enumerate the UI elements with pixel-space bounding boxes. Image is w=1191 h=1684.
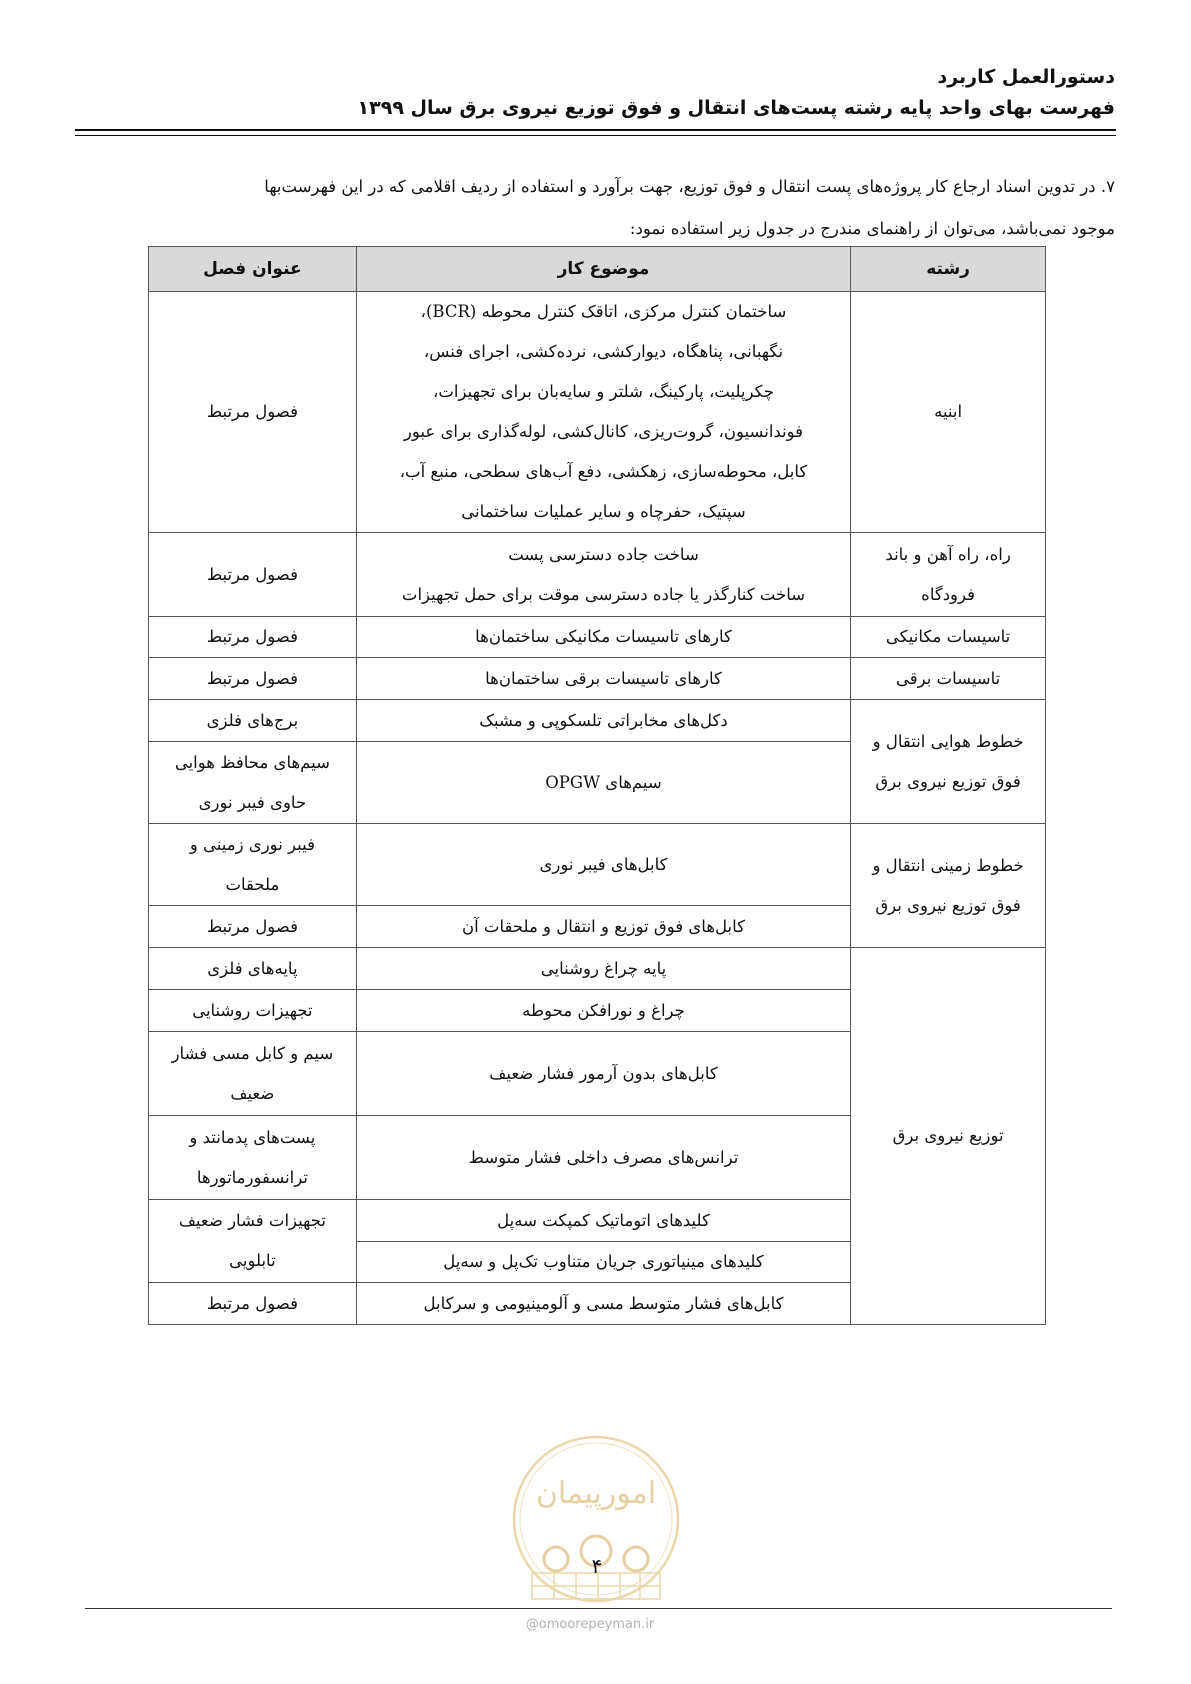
chapter-cell: فصول مرتبط	[149, 533, 357, 617]
table-row	[149, 292, 1046, 533]
header-subject: موضوع کار	[356, 247, 850, 292]
document-type: دستورالعمل کاربرد	[937, 66, 1115, 88]
footer-site-link[interactable]: @omoorepeyman.ir	[525, 1617, 655, 1632]
table-row	[149, 658, 1046, 700]
chapter-line: حاوی فیبر نوری	[198, 792, 307, 812]
chapter-line: پست‌های پدمانتد و	[189, 1127, 316, 1147]
chapter-cell: فصول مرتبط	[149, 617, 357, 658]
header-chapter: عنوان فصل	[149, 247, 357, 292]
field-cell	[851, 533, 1046, 617]
chapter-line: تجهیزات فشار ضعیف	[178, 1211, 326, 1230]
header-rule-thick	[75, 129, 1116, 131]
header-field: رشته	[851, 247, 1046, 292]
table-row	[149, 824, 1046, 906]
chapter-cell: برج‌های فلزی	[149, 700, 357, 742]
table-header-row	[149, 247, 1046, 292]
table-row	[149, 533, 1046, 617]
subject-cell: کابل‌های فشار متوسط مسی و آلومینیومی و سرکابل	[356, 1283, 850, 1325]
intro-line-1: ۷. در تدوین اسناد ارجاع کار پروژه‌های پست انتقال و فوق توزیع، جهت برآورد و استفاده از ردیف اقلامی که در این فهرست‌بها	[264, 177, 1115, 196]
chapter-line: سیم‌های محافظ هوایی	[174, 752, 330, 772]
subject-line: ساخت جاده دسترسی پست	[508, 544, 699, 564]
subject-cell: کابل‌های فیبر نوری	[356, 824, 850, 906]
table-row	[149, 948, 1046, 990]
subject-line: فوندانسیون، گروت‌ریزی، کانال‌کشی، لوله‌گذاری برای عبور	[403, 422, 804, 441]
field-line: فرودگاه	[921, 584, 976, 604]
chapter-line: ترانسفورماتورها	[196, 1167, 308, 1187]
field-cell	[851, 700, 1046, 824]
chapter-cell	[149, 1116, 357, 1200]
chapter-line: ضعیف	[230, 1083, 275, 1103]
subject-line: ساختمان کنترل مرکزی، اتاقک کنترل محوطه (BCR)،	[420, 302, 787, 321]
subject-line: ساخت کنارگذر یا جاده دسترسی موقت برای حمل تجهیزات	[401, 584, 806, 604]
document-title: فهرست بهای واحد پایه رشته پست‌های انتقال و فوق توزیع نیروی برق سال ۱۳۹۹	[357, 97, 1115, 119]
intro-paragraph	[75, 166, 1115, 250]
subject-cell: سیم‌های OPGW	[356, 742, 850, 824]
subject-cell: کابل‌های بدون آرمور فشار ضعیف	[356, 1032, 850, 1116]
chapter-cell	[149, 1200, 357, 1283]
chapter-line: ملحقات	[225, 874, 280, 894]
field-cell: تاسیسات برقی	[851, 658, 1046, 700]
chapter-cell: فصول مرتبط	[149, 658, 357, 700]
table-row	[149, 700, 1046, 742]
field-cell	[851, 824, 1046, 948]
chapter-line: سیم و کابل مسی فشار	[171, 1043, 334, 1063]
chapter-cell: فصول مرتبط	[149, 292, 357, 533]
page-number: ۴	[591, 1554, 603, 1578]
page-header	[75, 62, 1115, 124]
subject-line: چکرپلیت، پارکینگ، شلتر و سایه‌بان برای تجهیزات،	[433, 382, 774, 401]
subject-cell: چراغ و نورافکن محوطه	[356, 990, 850, 1032]
subject-cell: دکل‌های مخابراتی تلسکوپی و مشبک	[356, 700, 850, 742]
chapter-cell	[149, 824, 357, 906]
chapter-cell	[149, 742, 357, 824]
table-row	[149, 617, 1046, 658]
subject-cell: پایه چراغ روشنایی	[356, 948, 850, 990]
chapter-cell: فصول مرتبط	[149, 906, 357, 948]
chapter-cell: پایه‌های فلزی	[149, 948, 357, 990]
chapter-cell: تجهیزات روشنایی	[149, 990, 357, 1032]
subject-line: سپتیک، حفرچاه و سایر عملیات ساختمانی	[461, 502, 746, 521]
subject-cell: ترانس‌های مصرف داخلی فشار متوسط	[356, 1116, 850, 1200]
field-line: فوق توزیع نیروی برق	[875, 771, 1021, 791]
subject-cell	[356, 533, 850, 617]
chapter-cell: فصول مرتبط	[149, 1283, 357, 1325]
chapter-line: تابلویی	[229, 1251, 276, 1270]
chapter-cell	[149, 1032, 357, 1116]
subject-cell: کلیدهای اتوماتیک کمپکت سه‌پل	[356, 1200, 850, 1242]
field-line: راه، راه آهن و باند	[885, 544, 1011, 564]
footer-rule	[85, 1608, 1112, 1609]
header-rule-thin	[75, 135, 1116, 136]
subject-cell: کلیدهای مینیاتوری جریان متناوب تک‌پل و سه‌پل	[356, 1242, 850, 1283]
intro-line-2: موجود نمی‌باشد، می‌توان از راهنمای مندرج در جدول زیر استفاده نمود:	[629, 219, 1115, 238]
subject-line: کابل، محوطه‌سازی، زهکشی، دفع آب‌های سطحی، منبع آب،	[399, 462, 808, 481]
field-line: خطوط هوایی انتقال و	[872, 731, 1024, 751]
field-cell: ابنیه	[851, 292, 1046, 533]
field-cell: توزیع نیروی برق	[851, 948, 1046, 1325]
field-line: فوق توزیع نیروی برق	[875, 895, 1021, 915]
chapter-line: فیبر نوری زمینی و	[189, 834, 315, 854]
subject-line: نگهبانی، پناهگاه، دیوارکشی، نرده‌کشی، اجرای فنس،	[423, 342, 784, 361]
guide-table	[148, 246, 1046, 1325]
field-line: خطوط زمینی انتقال و	[872, 855, 1024, 875]
subject-cell	[356, 292, 850, 533]
subject-cell: کارهای تاسیسات مکانیکی ساختمان‌ها	[356, 617, 850, 658]
subject-cell: کابل‌های فوق توزیع و انتقال و ملحقات آن	[356, 906, 850, 948]
field-cell: تاسیسات مکانیکی	[851, 617, 1046, 658]
subject-cell: کارهای تاسیسات برقی ساختمان‌ها	[356, 658, 850, 700]
logo-text: امورپیمان	[535, 1476, 657, 1511]
